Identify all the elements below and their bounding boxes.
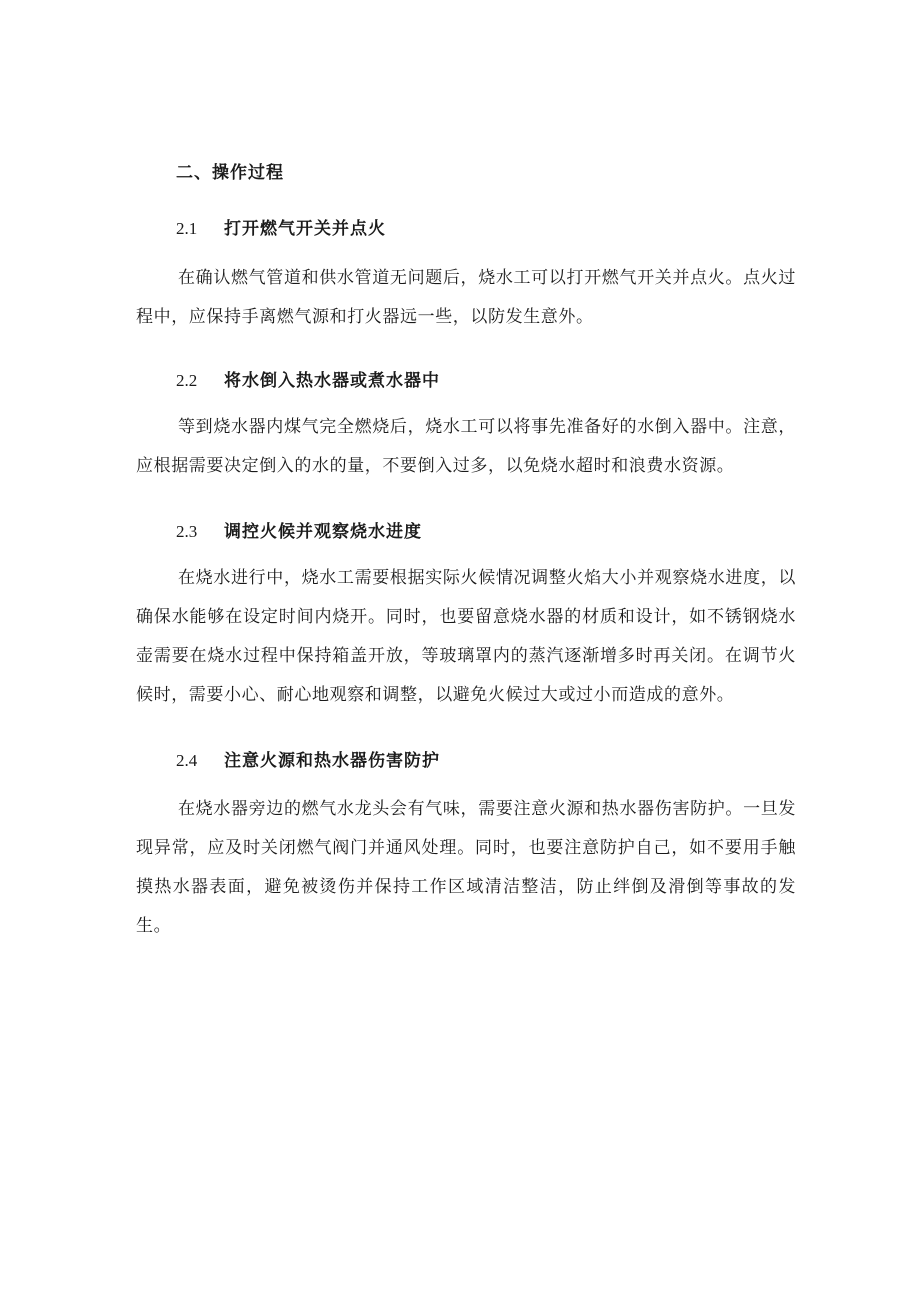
subsection-paragraph-2-2: 等到烧水器内煤气完全燃烧后，烧水工可以将事先准备好的水倒入器中。注意，应根据需要决定倒入的水的量，不要倒入过多，以免烧水超时和浪费水资源。 xyxy=(136,417,796,476)
subsection-title: 打开燃气开关并点火 xyxy=(224,219,386,239)
subsection-number: 2.4 xyxy=(176,751,198,770)
subsection-paragraph-2-3: 在烧水进行中，烧水工需要根据实际火候情况调整火焰大小并观察烧水进度，以确保水能够在设定时间内烧开。同时，也要留意烧水器的材质和设计，如不锈钢烧水壶需要在烧水过程中保持箱盖开放，等玻璃罩内的蒸汽逐渐增多时再关闭。在调节火候时，需要小心、耐心地观察和调整，以避免火候过大或过小而造成的意外。 xyxy=(136,568,796,705)
subsection-paragraph-2-4: 在烧水器旁边的燃气水龙头会有气味，需要注意火源和热水器伤害防护。一旦发现异常，应及时关闭燃气阀门并通风处理。同时，也要注意防护自己，如不要用手触摸热水器表面，避免被烫伤并保持工作区域清洁整洁，防止绊倒及滑倒等事故的发生。 xyxy=(136,799,796,936)
subsection-heading-2-4 xyxy=(176,746,440,771)
subsection-title: 将水倒入热水器或煮水器中 xyxy=(224,371,440,391)
subsection-heading-2-1 xyxy=(176,214,386,239)
subsection-title: 注意火源和热水器伤害防护 xyxy=(224,751,440,771)
section-title: 二、操作过程 xyxy=(176,163,284,183)
subsection-number: 2.1 xyxy=(176,219,198,238)
subsection-heading-2-2 xyxy=(176,366,440,391)
subsection-number: 2.2 xyxy=(176,371,198,390)
subsection-title: 调控火候并观察烧水进度 xyxy=(224,522,422,542)
subsection-number: 2.3 xyxy=(176,522,198,541)
subsection-paragraph-2-1: 在确认燃气管道和供水管道无问题后，烧水工可以打开燃气开关并点火。点火过程中，应保持手离燃气源和打火器远一些，以防发生意外。 xyxy=(136,268,796,327)
subsection-heading-2-3 xyxy=(176,517,422,542)
